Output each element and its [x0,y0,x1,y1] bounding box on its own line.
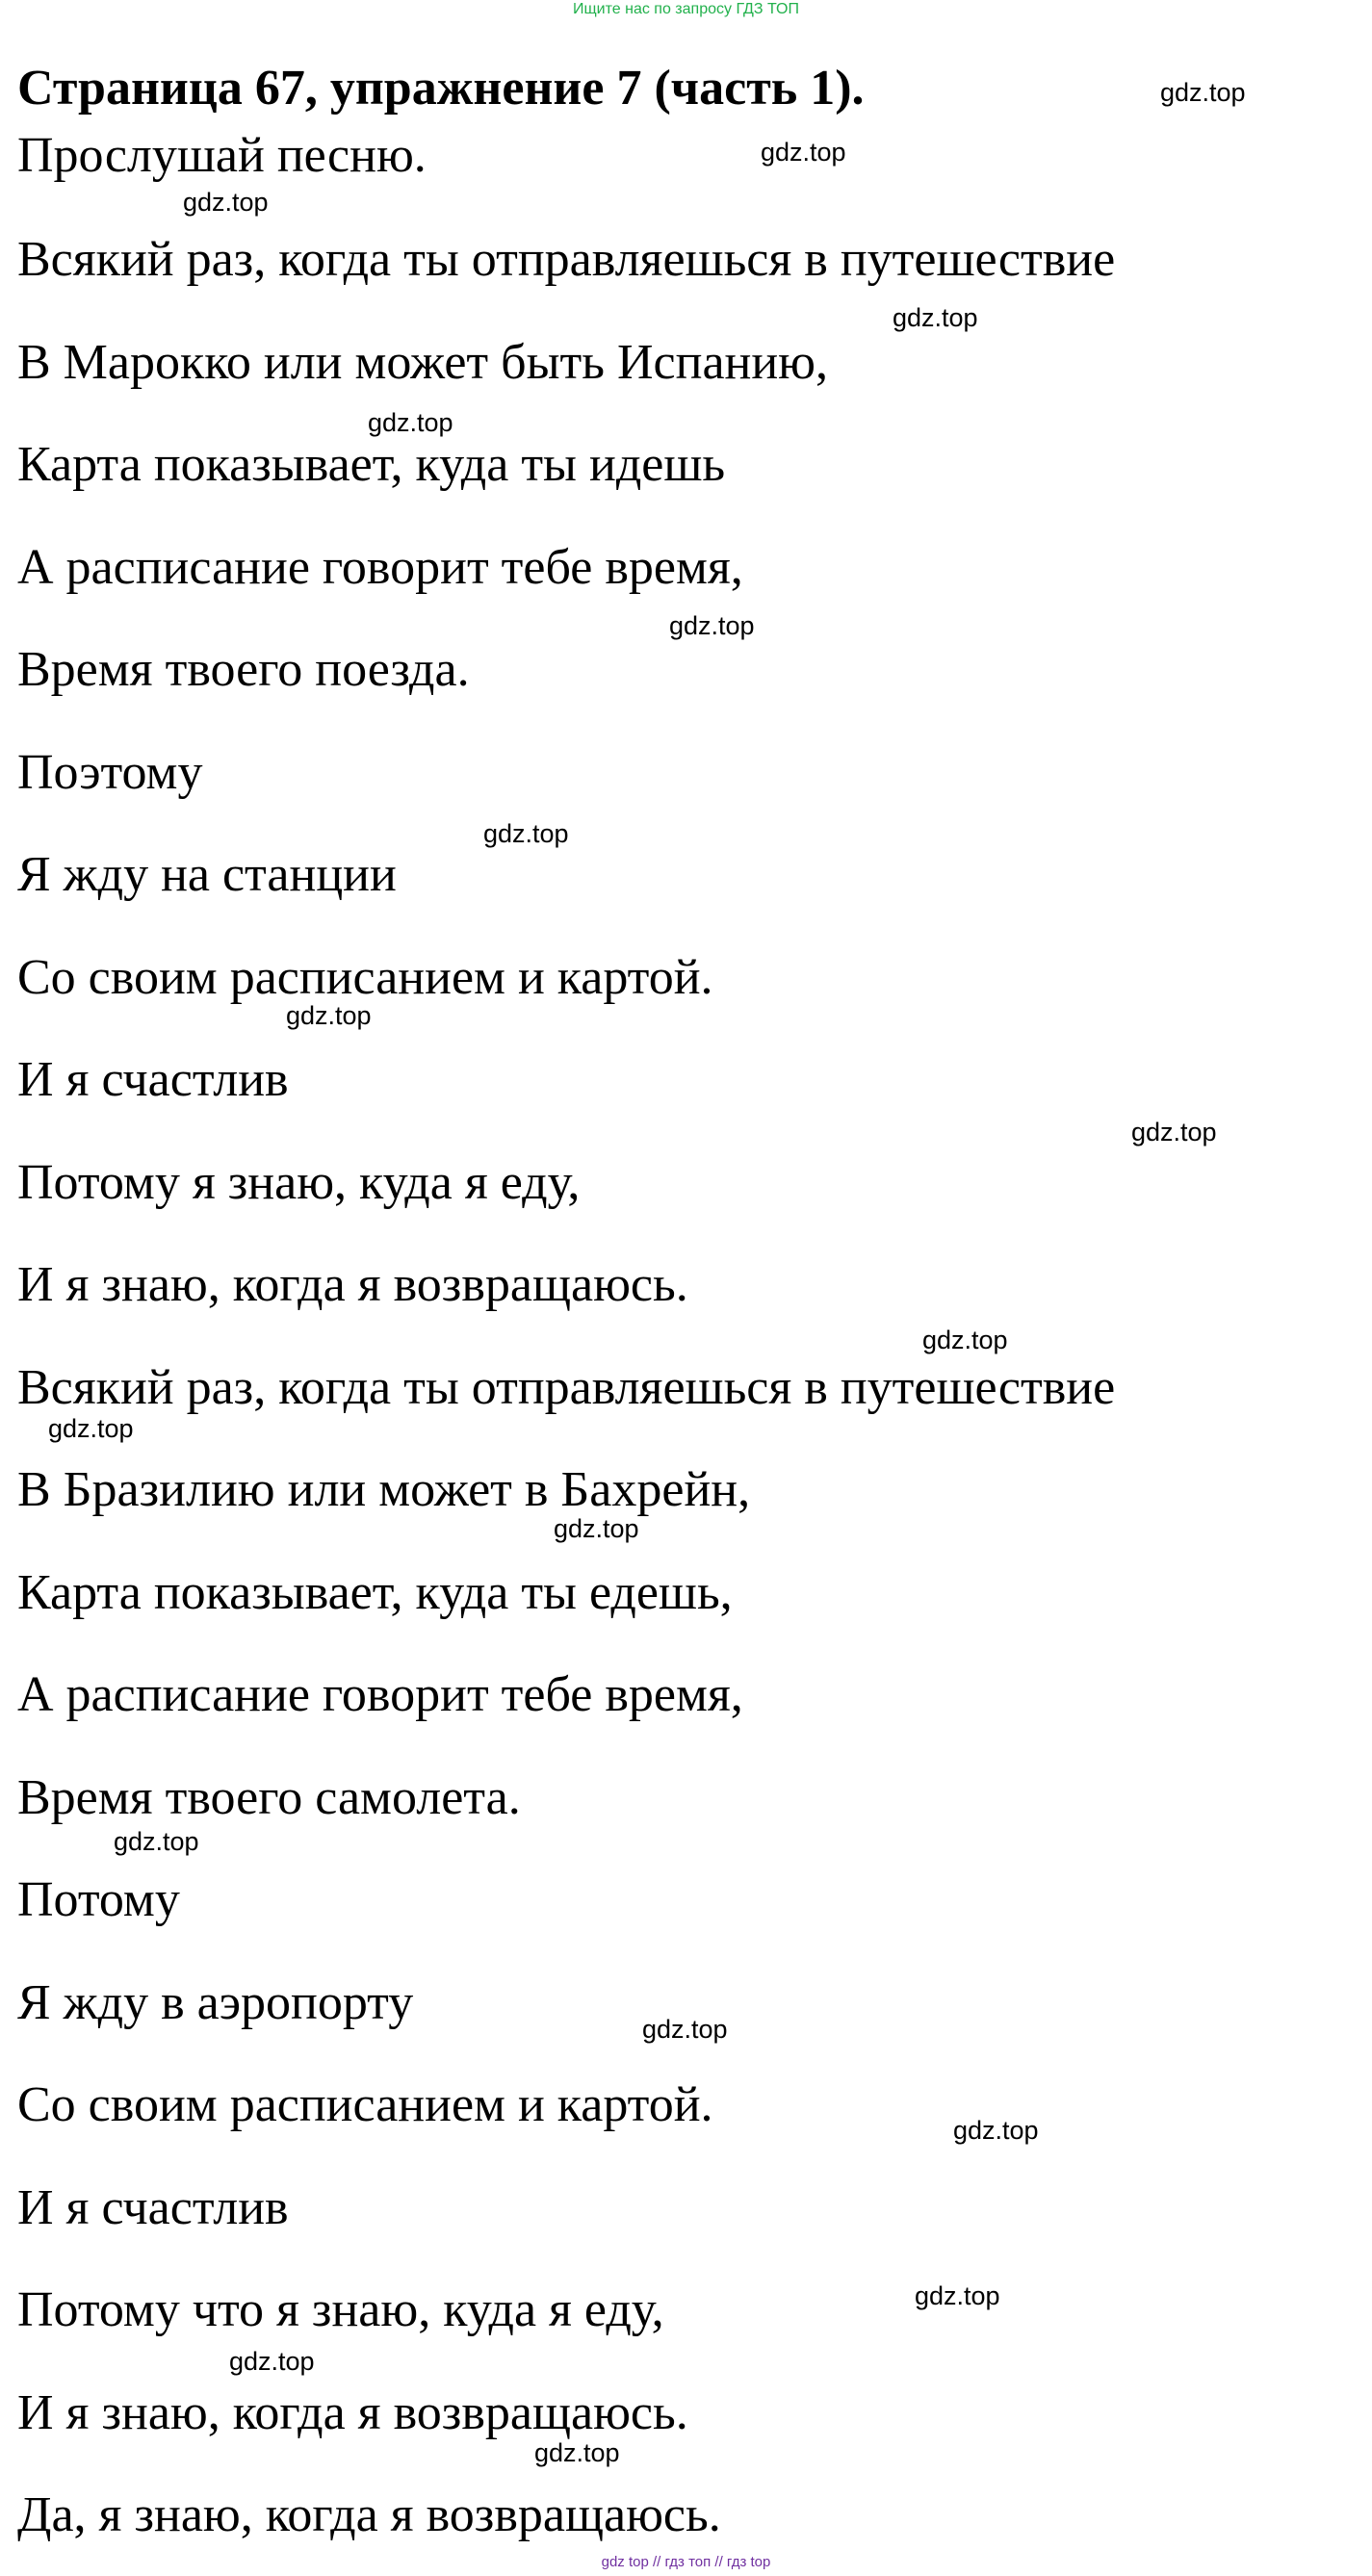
promo-banner[interactable]: Ищите нас по запросу ГДЗ ТОП [573,1,799,17]
watermark: gdz.top [483,819,569,848]
song-line: Всякий раз, когда ты отправляешься в путешествие [17,1360,1116,1415]
song-line: И я знаю, когда я возвращаюсь. [17,1257,688,1312]
song-line: Потому я знаю, куда я еду, [17,1155,581,1210]
footer-links[interactable]: gdz top // гдз топ // гдз top [601,2554,771,2570]
watermark: gdz.top [114,1827,199,1856]
watermark: gdz.top [915,2281,1000,2310]
page-title: Страница 67, упражнение 7 (часть 1). [17,61,865,116]
watermark: gdz.top [761,138,846,167]
song-line: Со своим расписанием и картой. [17,950,713,1005]
watermark: gdz.top [642,2015,728,2044]
watermark: gdz.top [48,1414,134,1443]
song-line: В Марокко или может быть Испанию, [17,335,829,390]
song-line: А расписание говорит тебе время, [17,540,743,595]
song-line: Я жду в аэропорту [17,1975,414,2030]
watermark: gdz.top [953,2116,1039,2145]
watermark: gdz.top [286,1001,372,1030]
song-line: Потому [17,1872,180,1927]
watermark: gdz.top [922,1326,1008,1354]
watermark: gdz.top [183,188,269,217]
watermark: gdz.top [1131,1118,1217,1146]
song-line: И я знаю, когда я возвращаюсь. [17,2385,688,2440]
song-line: Прослушай песню. [17,128,427,183]
song-line: Поэтому [17,745,203,800]
watermark: gdz.top [229,2347,315,2376]
watermark: gdz.top [554,1514,639,1543]
song-line: Да, я знаю, когда я возвращаюсь. [17,2487,721,2542]
watermark: gdz.top [669,611,755,640]
song-line: Карта показывает, куда ты едешь, [17,1565,733,1620]
song-line: Время твоего самолета. [17,1770,521,1825]
watermark: gdz.top [893,303,978,332]
song-line: И я счастлив [17,1052,289,1107]
song-line: Я жду на станции [17,847,397,902]
song-line: В Бразилию или может в Бахрейн, [17,1462,751,1517]
song-line: Потому что я знаю, куда я еду, [17,2282,664,2337]
watermark: gdz.top [534,2438,620,2467]
song-line: Всякий раз, когда ты отправляешься в путешествие [17,232,1116,287]
song-line: И я счастлив [17,2180,289,2235]
song-line: А расписание говорит тебе время, [17,1667,743,1722]
song-line: Время твоего поезда. [17,642,470,697]
watermark: gdz.top [1160,78,1246,107]
song-line: Карта показывает, куда ты идешь [17,437,726,492]
watermark: gdz.top [368,408,453,437]
song-line: Со своим расписанием и картой. [17,2077,713,2132]
